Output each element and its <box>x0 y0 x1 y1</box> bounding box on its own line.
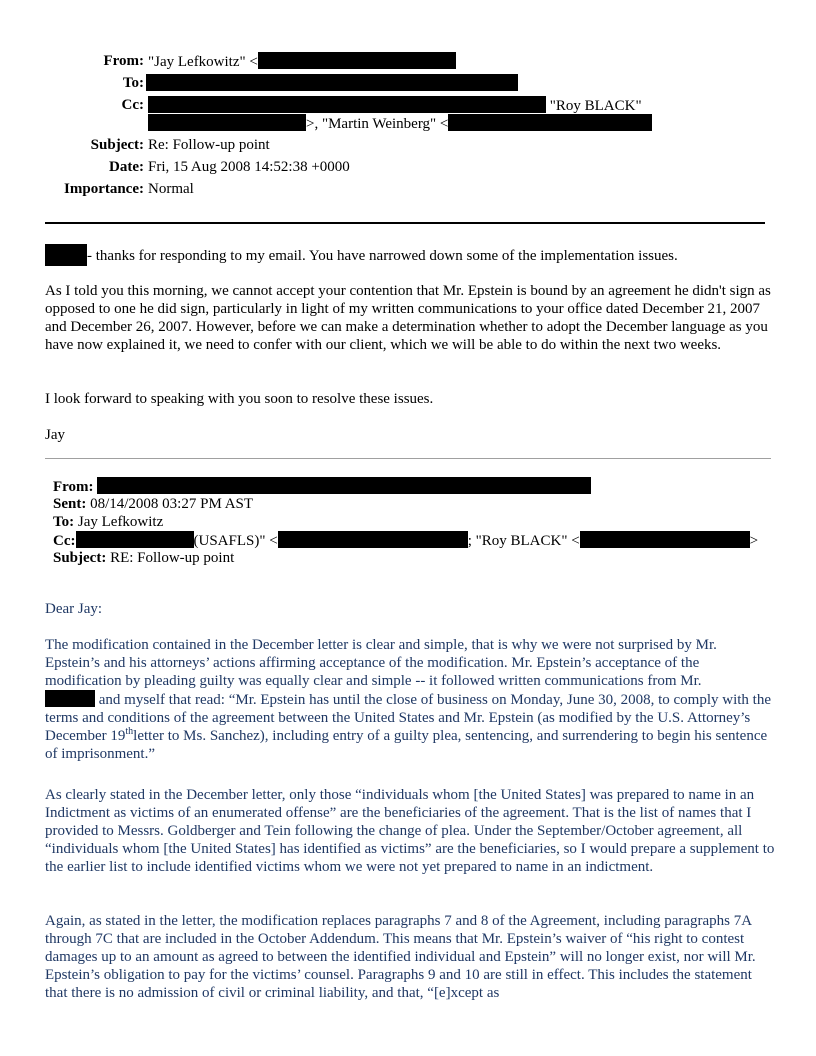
fw-sent-value: 08/14/2008 03:27 PM AST <box>90 496 254 512</box>
header-cc-row <box>0 96 816 114</box>
email-header <box>0 52 816 202</box>
message-paragraph-3: Again, as stated in the letter, the modification replaces paragraphs 7 and 8 of the Agreement, including paragraphs 7A through 7C that are included in the October Addendum. This means that Mr. Epstein’s waiver of “his right to contest damages up to an amount as agreed to between the identified individual and Epstein” will no longer exist, nor will Mr. Epstein’s obligation to pay for the victims’ counsel. Paragraphs 9 and 10 are still in effect. This includes the statement that there is no admission of civil or criminal liability, and that, “[e]xcept as <box>45 913 756 1001</box>
redaction-block <box>97 477 591 494</box>
fw-to-row <box>53 513 793 531</box>
from-value: "Jay Lefkowitz" < <box>148 54 258 70</box>
fw-subject-row <box>53 549 793 567</box>
redaction-block <box>448 114 652 131</box>
date-label: Date: <box>109 159 144 175</box>
fw-to-label: To: <box>53 514 75 530</box>
fw-sent-label: Sent: <box>53 496 87 512</box>
reply-paragraph-3: I look forward to speaking with you soon to resolve these issues. <box>45 391 434 407</box>
importance-label: Importance: <box>64 181 144 197</box>
header-subject-row <box>0 136 816 158</box>
fw-sent-row <box>53 495 793 513</box>
redaction-block <box>148 114 306 131</box>
message-paragraph-1: The modification contained in the December letter is clear and simple, that is why we were not surprised by Mr. Epstein’s and his attorneys’ actions affirming acceptance of the modification. Mr. Epstein’s acceptance of the modification by pleading guilty was equally clear and simple -- it followed written communications from Mr. and myself that read: “Mr. Epstein has until the close of business on Monday, June 30, 2008, to comply with the terms and conditions of the agreement between the United States and Mr. Epstein (as modified by the U.S. Attorney’s December 19thletter to Ms. Sanchez), including entry of a guilty plea, sentencing, and surrendering to begin his sentence of imprisonment.” <box>45 637 772 762</box>
header-cc-row-2 <box>0 114 816 136</box>
redaction-block <box>45 244 87 266</box>
from-label: From: <box>103 53 144 69</box>
cc-value-2: >, "Martin Weinberg" < <box>306 116 449 132</box>
redaction-block <box>146 74 518 91</box>
cc-value-1: "Roy BLACK" <box>549 98 642 114</box>
redaction-block <box>258 52 456 69</box>
to-label: To: <box>122 75 144 91</box>
message-greeting: Dear Jay: <box>45 601 103 617</box>
forward-divider <box>45 458 771 459</box>
cc-label: Cc: <box>121 97 144 113</box>
header-to-row <box>0 74 816 96</box>
fw-cc-label: Cc: <box>53 533 76 549</box>
fw-cc-row: Cc: (USAFLS)" < ; "Roy BLACK" < > <box>53 533 759 549</box>
importance-value: Normal <box>148 181 194 197</box>
header-importance-row <box>0 180 816 202</box>
fw-subject-value: RE: Follow-up point <box>110 550 235 566</box>
fw-subject-label: Subject: <box>53 550 107 566</box>
subject-value: Re: Follow-up point <box>148 137 270 153</box>
fw-from-row <box>53 477 793 495</box>
redaction-block <box>580 531 750 548</box>
forwarded-header <box>53 477 793 567</box>
header-from-row <box>0 52 816 74</box>
reply-paragraph-2: As I told you this morning, we cannot accept your contention that Mr. Epstein is bound by an agreement he didn't sign as opposed to one he did sign, particularly in light of my written communications to your office dated December 21, 2007 and December 26, 2007. However, before we can make a determination whether to adopt the December language as you have now explained it, we need to confer with our client, which we will be able to do within the next two weeks. <box>45 283 771 353</box>
redaction-block <box>278 531 468 548</box>
header-divider <box>45 222 765 224</box>
fw-to-value: Jay Lefkowitz <box>77 514 164 530</box>
fw-from-label: From: <box>53 479 94 495</box>
redaction-block <box>45 690 95 707</box>
redaction-block <box>148 96 546 113</box>
reply-signature: Jay <box>45 427 65 443</box>
subject-label: Subject: <box>90 137 144 153</box>
reply-paragraph-1: - thanks for responding to my email. You have narrowed down some of the implementation issues. <box>45 244 775 266</box>
header-date-row <box>0 158 816 180</box>
date-value: Fri, 15 Aug 2008 14:52:38 +0000 <box>148 159 350 175</box>
message-paragraph-2: As clearly stated in the December letter, only those “individuals whom [the United States] was prepared to name in an Indictment as victims of an enumerated offense” are the beneficiaries of the agreement. That is the list of names that I provided to Messrs. Goldberger and Tein following the change of plea. Under the September/October agreement, all “individuals whom [the United States] has identified as victims” are the beneficiaries, so I would prepare a supplement to the earlier list to include identified victims whom we were not yet prepared to name in an indictment. <box>45 787 775 875</box>
redaction-block <box>76 531 194 548</box>
